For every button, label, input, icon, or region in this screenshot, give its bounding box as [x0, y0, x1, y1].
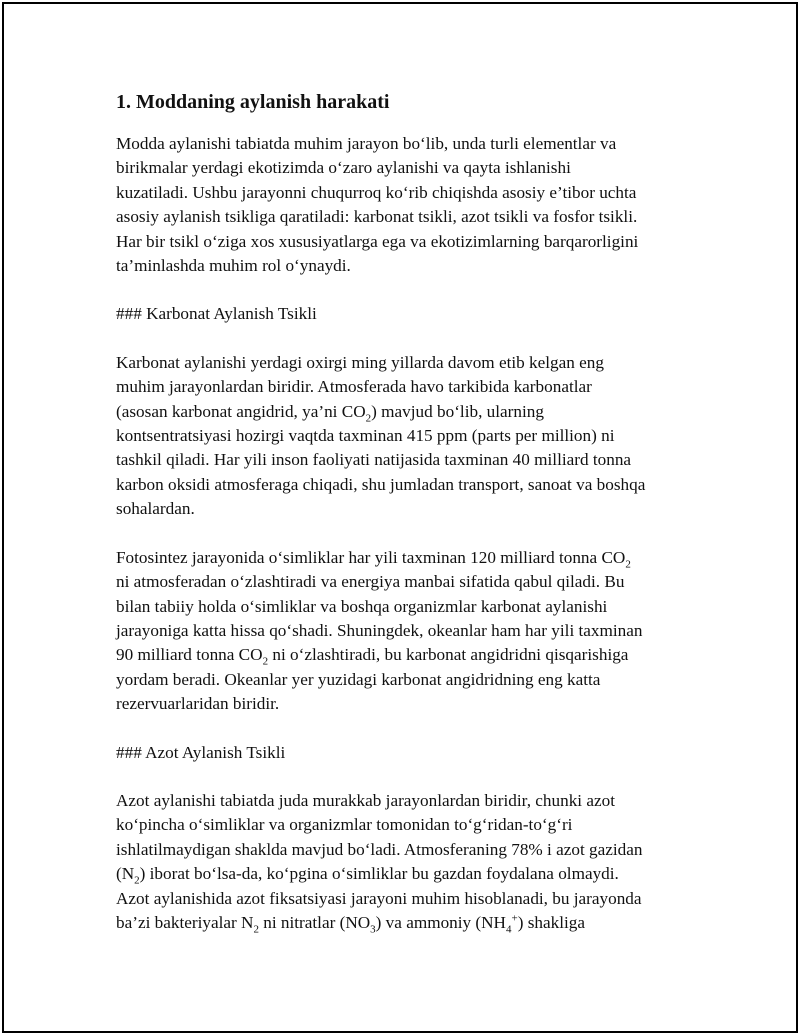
text-fragment: (N: [116, 864, 135, 884]
text-line: Modda aylanishi tabiatda muhim jarayon bo‘lib, unda turli elementlar va: [116, 134, 617, 153]
text-line: [116, 911, 696, 935]
text-line: kontsentratsiyasi hozirgi vaqtda taxminan 415 ppm (parts per million) ni: [116, 426, 615, 446]
text-line: birikmalar yerdagi ekotizimda o‘zaro aylanishi va qayta ishlanishi: [116, 158, 571, 178]
text-line: [116, 546, 696, 570]
text-fragment: ) shakliga: [517, 912, 585, 932]
document-body: [116, 88, 696, 959]
text-fragment: (asosan karbonat angidrid, ya’ni CO: [116, 401, 366, 421]
subscript: 3: [370, 923, 376, 936]
carbon-cycle-heading: ### Karbonat Aylanish Tsikli: [116, 304, 317, 324]
text-line: [116, 862, 696, 886]
nitrogen-paragraph: [116, 789, 696, 935]
subscript: 2: [625, 558, 631, 571]
text-fragment: ) va ammoniy (NH: [375, 912, 506, 932]
text-line: sohalardan.: [116, 499, 195, 519]
text-line: kuzatiladi. Ushbu jarayonni chuqurroq ko‘rib chiqishda asosiy e’tibor uchta: [116, 182, 637, 202]
text-line: tashkil qiladi. Har yili inson faoliyati natijasida taxminan 40 milliard tonna: [116, 450, 632, 470]
text-line: Azot aylanishida azot fiksatsiyasi jarayoni muhim hisoblanadi, bu jarayonda: [116, 888, 642, 908]
subscript: 2: [365, 412, 372, 425]
subscript: 4: [505, 923, 512, 936]
text-line: Karbonat aylanishi yerdagi oxirgi ming yillarda davom etib kelgan eng: [116, 352, 604, 372]
text-fragment: ni o‘zlashtiradi, bu karbonat angidridni qisqarishiga: [268, 645, 629, 665]
superscript: +: [511, 912, 518, 925]
text-line: jarayoniga katta hissa qo‘shadi. Shuningdek, okeanlar ham har yili taxminan: [116, 620, 643, 640]
text-fragment: Fotosintez jarayonida o‘simliklar har yili taxminan 120 milliard tonna CO: [116, 547, 626, 567]
text-line: rezervuarlaridan biridir.: [116, 694, 280, 714]
text-line: ta’minlashda muhim rol o‘ynaydi.: [116, 256, 351, 276]
text-line: yordam beradi. Okeanlar yer yuzidagi karbonat angidridning eng katta: [116, 669, 601, 689]
carbon-paragraph-2: [116, 546, 696, 717]
text-line: ishlatilmaydigan shaklda mavjud bo‘ladi. Atmosferaning 78% i azot gazidan: [116, 839, 643, 859]
section-title: 1. Moddaning aylanish harakati: [116, 91, 390, 113]
intro-paragraph: [116, 132, 696, 278]
text-line: asosiy aylanish tsikliga qaratiladi: karbonat tsikli, azot tsikli va fosfor tsikli.: [116, 207, 638, 227]
text-line: muhim jarayonlardan biridir. Atmosferada havo tarkibida karbonatlar: [116, 377, 592, 397]
subscript: 2: [253, 923, 259, 936]
text-line: karbon oksidi atmosferaga chiqadi, shu jumladan transport, sanoat va boshqa: [116, 474, 646, 494]
text-fragment: 90 milliard tonna CO: [116, 645, 263, 665]
text-line: ko‘pincha o‘simliklar va organizmlar tomonidan to‘g‘ridan-to‘g‘ri: [116, 815, 573, 835]
text-line: [116, 400, 696, 424]
subscript: 2: [134, 874, 140, 887]
text-line: ni atmosferadan o‘zlashtiradi va energiya manbai sifatida qabul qiladi. Bu: [116, 572, 625, 592]
text-line: [116, 643, 696, 667]
text-fragment: ) iborat bo‘lsa-da, ko‘pgina o‘simliklar bu gazdan foydalana olmaydi.: [139, 864, 619, 884]
text-fragment: ni nitratlar (NO: [258, 912, 371, 932]
text-line: Har bir tsikl o‘ziga xos xususiyatlarga ega va ekotizimlarning barqarorligini: [116, 231, 639, 251]
text-fragment: ) mavjud bo‘lib, ularning: [371, 401, 544, 421]
subscript: 2: [262, 655, 269, 668]
nitrogen-cycle-heading: ### Azot Aylanish Tsikli: [116, 742, 286, 762]
text-line: Azot aylanishi tabiatda juda murakkab jarayonlardan biridir, chunki azot: [116, 790, 616, 810]
text-line: bilan tabiiy holda o‘simliklar va boshqa organizmlar karbonat aylanishi: [116, 596, 608, 616]
carbon-paragraph-1: [116, 351, 696, 522]
text-fragment: ba’zi bakteriyalar N: [116, 912, 254, 932]
